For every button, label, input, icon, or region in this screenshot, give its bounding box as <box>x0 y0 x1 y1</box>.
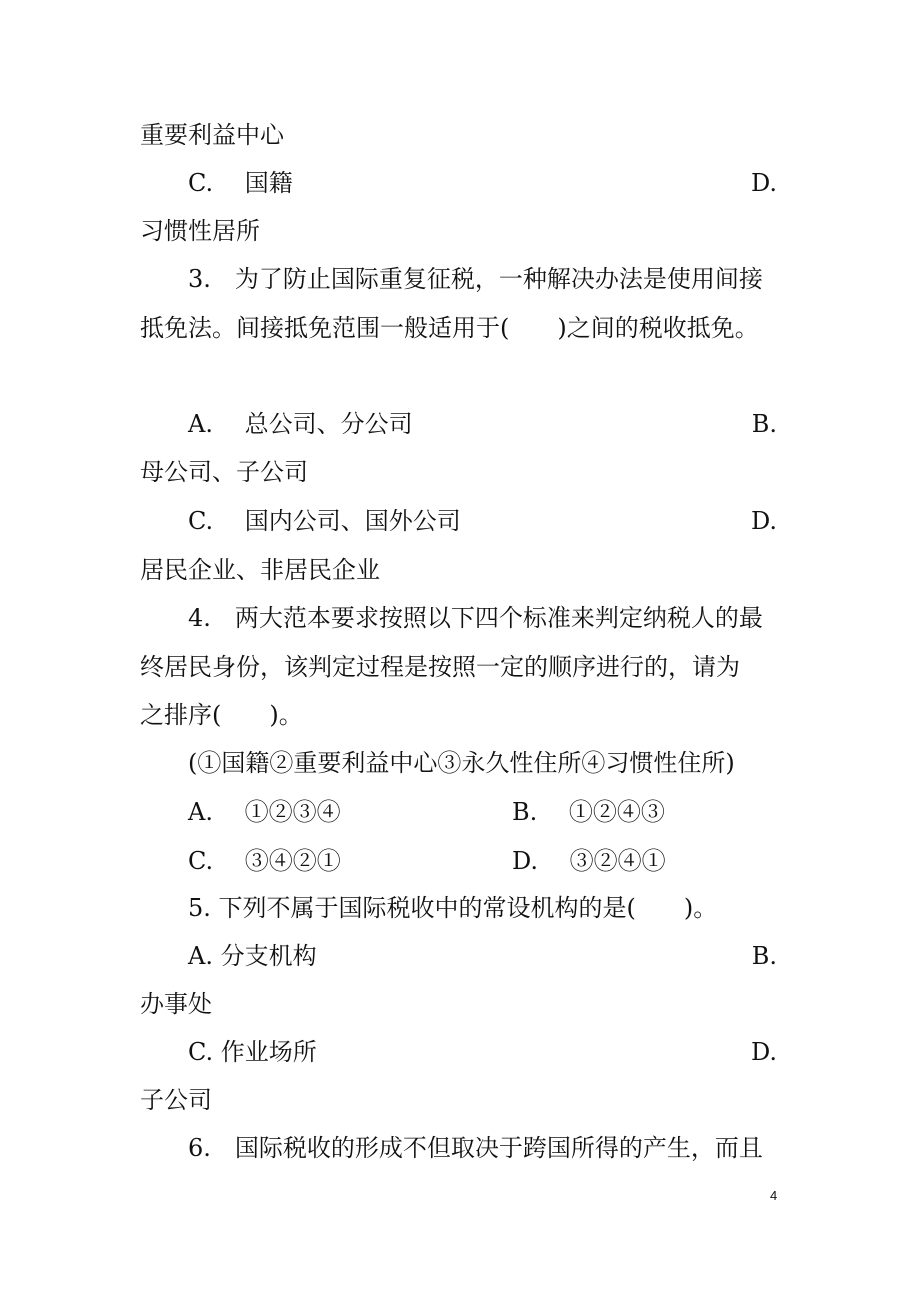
option-d-label: D. <box>750 169 777 197</box>
question-6: 6. 国际税收的形成不但取决于跨国所得的产生，而且 <box>188 1134 763 1162</box>
question-3: 3. 为了防止国际重复征税，一种解决办法是使用间接 <box>188 265 763 293</box>
option-a: A. ①②③④ <box>188 798 341 826</box>
option-b-label: B. <box>751 942 777 970</box>
page-number: 4 <box>770 1188 778 1203</box>
text-line: 抵免法。间接抵免范围一般适用于( )之间的税收抵免。 <box>140 314 759 342</box>
option-b-text: 母公司、子公司 <box>140 458 308 486</box>
text-line: 之排序( )。 <box>140 701 303 729</box>
text-line: 终居民身份，该判定过程是按照一定的顺序进行的，请为 <box>140 653 740 681</box>
option-d-text: 子公司 <box>140 1086 212 1114</box>
question-5: 5. 下列不属于国际税收中的常设机构的是( )。 <box>188 894 718 922</box>
option-d-label: D. <box>750 1038 777 1066</box>
text-line: 重要利益中心 <box>140 121 284 149</box>
option-d-text: 习惯性居所 <box>140 217 260 245</box>
option-a: A. 总公司、分公司 <box>188 410 413 438</box>
option-d: D. ③②④① <box>512 847 666 875</box>
option-b-label: B. <box>751 410 777 438</box>
option-c: C. 国籍 <box>188 169 293 197</box>
question-4: 4. 两大范本要求按照以下四个标准来判定纳税人的最 <box>188 604 763 632</box>
option-b-text: 办事处 <box>140 990 212 1018</box>
option-b: B. ①②④③ <box>512 798 665 826</box>
option-c: C. ③④②① <box>188 847 341 875</box>
criteria-list: (①国籍②重要利益中心③永久性住所④习惯性住所) <box>188 749 735 777</box>
option-d-label: D. <box>750 507 777 535</box>
option-d-text: 居民企业、非居民企业 <box>140 556 380 584</box>
option-c: C. 国内公司、国外公司 <box>188 507 461 535</box>
option-a: A. 分支机构 <box>188 942 317 970</box>
option-c: C. 作业场所 <box>188 1038 317 1066</box>
